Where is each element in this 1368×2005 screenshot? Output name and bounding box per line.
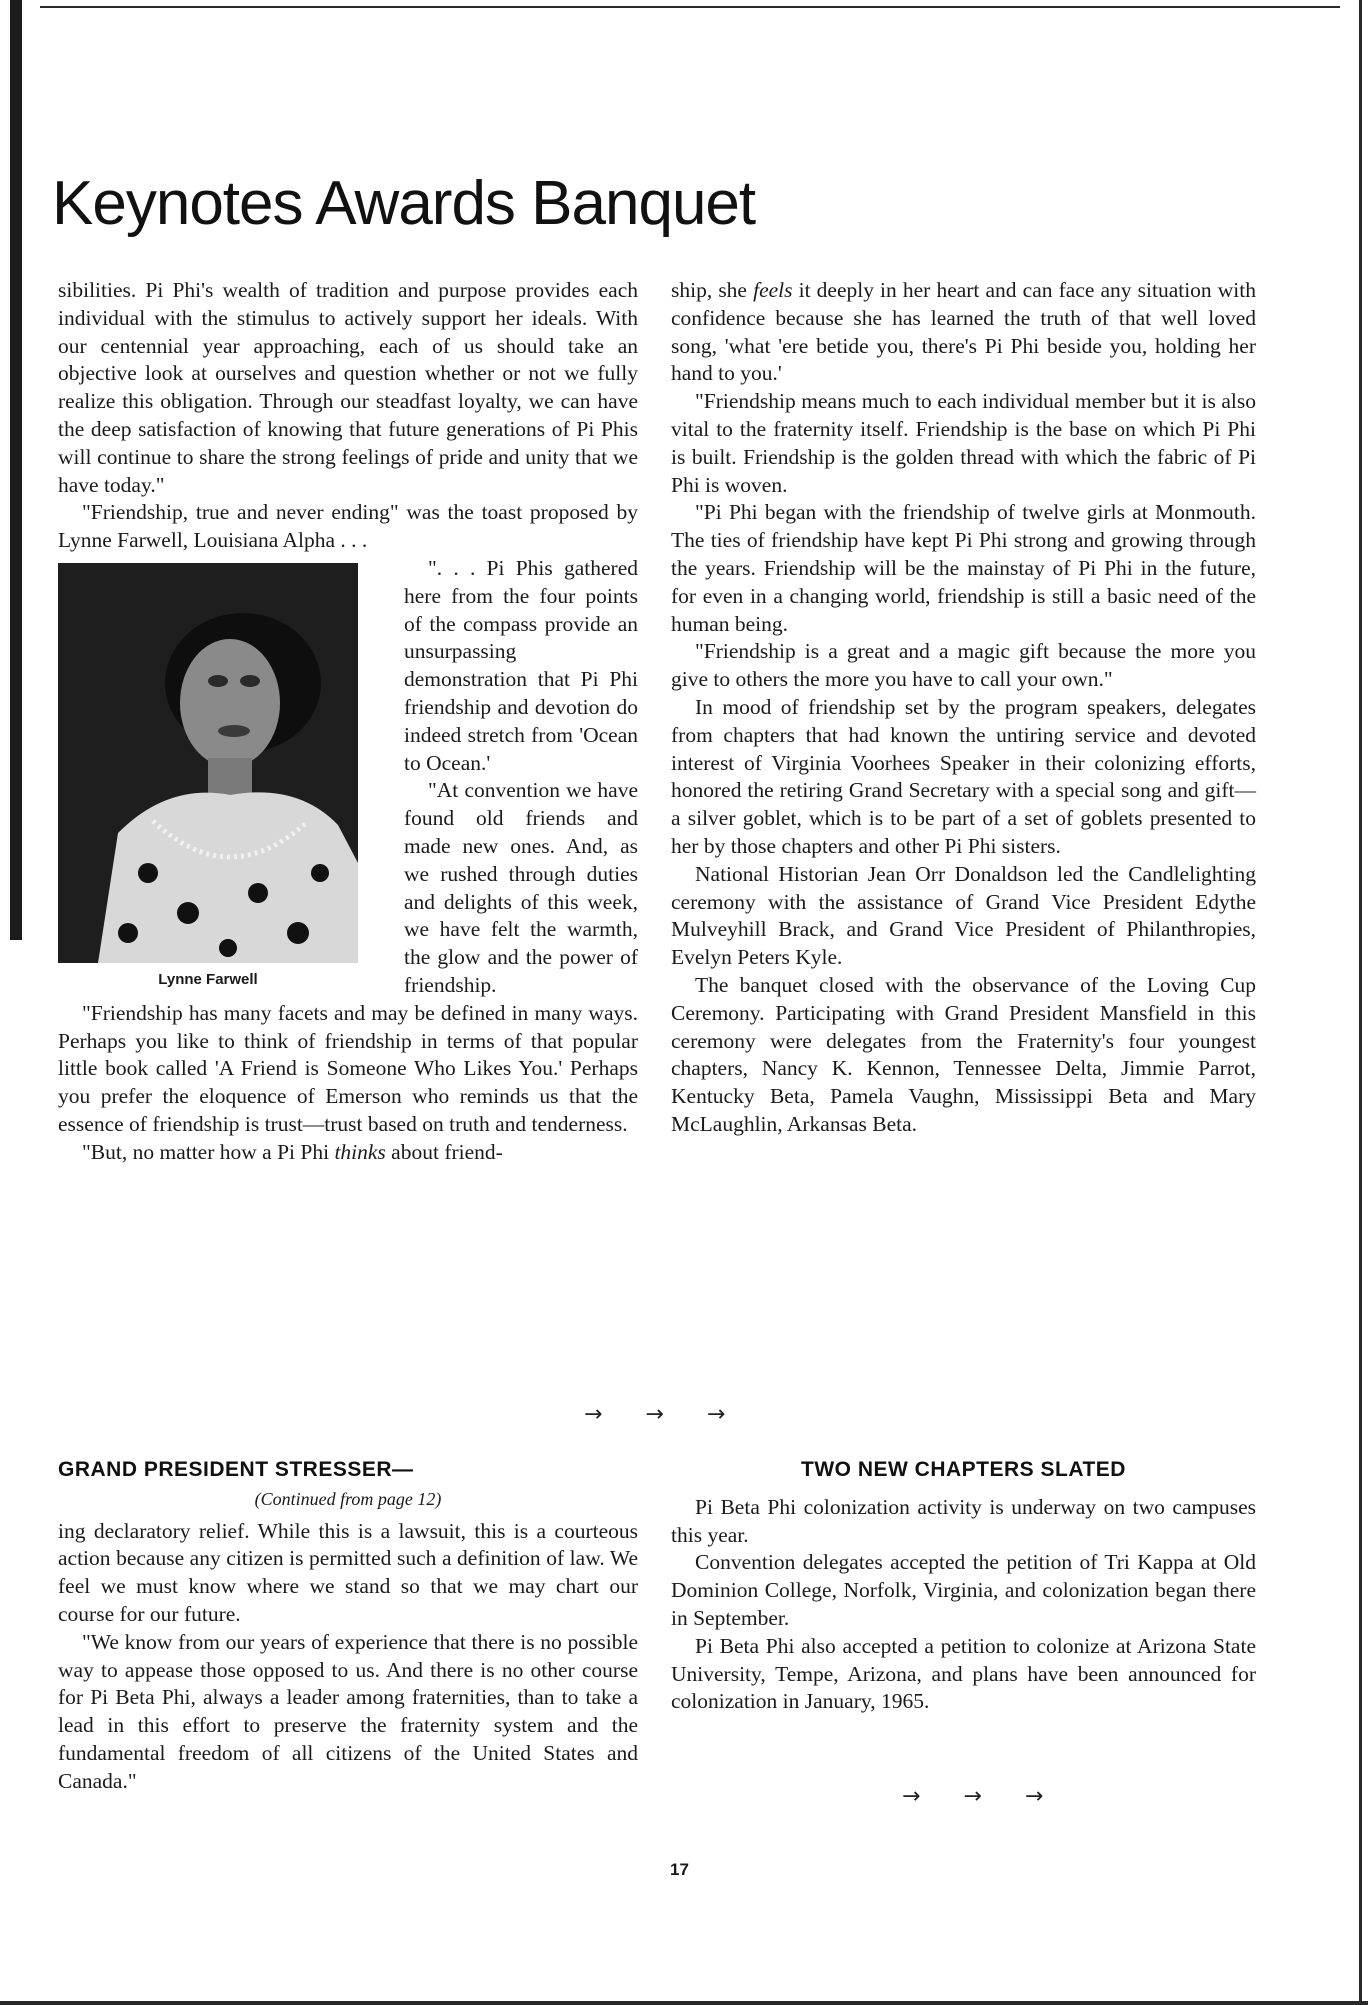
article-paragraph: "At convention we have found old friends and made new ones. And, as we rushed through duties and delights of this week, we have felt the warmth, the glow and the power of friendship.	[404, 778, 638, 997]
article-paragraph: "Friendship is a great and a magic gift because the more you give to others the more you have to call your own."	[671, 639, 1256, 692]
photo-caption: Lynne Farwell	[158, 970, 258, 988]
article-paragraph: "But, no matter how a Pi Phi thinks about friend-	[82, 1139, 503, 1164]
scan-border-bottom	[0, 2001, 1368, 2005]
page-title: Keynotes Awards Banquet	[52, 169, 756, 238]
section-heading: GRAND PRESIDENT STRESSER—	[58, 1458, 414, 1481]
article-paragraph: Pi Beta Phi colonization activity is underway on two campuses this year.	[671, 1494, 1256, 1547]
article-paragraph: Pi Beta Phi also accepted a petition to colonize at Arizona State University, Tempe, Arizona, and plans have been announced for colonization in January, 1965.	[671, 1633, 1256, 1714]
scan-binding-shadow	[10, 0, 22, 940]
article-paragraph: The banquet closed with the observance of the Loving Cup Ceremony. Participating with Grand President Mansfield in this ceremony were delegates from the Fraternity's four youngest chapters, Nancy K. Kennon, Tennessee Delta, Jimmie Parrot, Kentucky Beta, Pamela Vaughn, Mississippi Beta and Mary McLaughlin, Arkansas Beta.	[671, 972, 1256, 1136]
article-paragraph: In mood of friendship set by the program speakers, delegates from chapters that had known the untiring service and devoted interest of Virginia Voorhees Speaker in their colonizing efforts, honored the retiring Grand Secretary with a special song and gift—a silver goblet, which is to be part of a set of goblets presented to her by those chapters and other Pi Phi sisters.	[671, 694, 1256, 858]
section-divider: → → →	[584, 1402, 744, 1427]
article-paragraph: ing declaratory relief. While this is a lawsuit, this is a courteous action because any citizen is permitted such a definition of law. We feel we must know where we stand so that we may chart our course for our future.	[58, 1518, 638, 1626]
photo-figure	[58, 563, 384, 989]
two-chapters-article	[671, 1456, 1256, 1716]
portrait-photo	[58, 563, 358, 963]
article-paragraph: sibilities. Pi Phi's wealth of tradition and purpose provides each individual with the stimulus to actively support her ideals. With our centennial year approaching, each of us should take an objective look at ourselves and question whether or not we fully realize this obligation. Through our steadfast loyalty, we can have the deep satisfaction of knowing that future generations of Pi Phis will continue to share the strong feelings of pride and unity that we have today."	[58, 278, 638, 497]
scan-border-right	[1359, 0, 1362, 2005]
section-heading: TWO NEW CHAPTERS SLATED	[801, 1458, 1126, 1481]
page-number: 17	[670, 1860, 689, 1879]
article-paragraph: ship, she feels it deeply in her heart and can face any situation with confidence because she has learned the truth of that well loved song, 'what 'ere betide you, there's Pi Phi beside you, holding her hand to you.'	[671, 278, 1257, 386]
article-paragraph: "Friendship has many facets and may be defined in many ways. Perhaps you like to think of friendship in terms of that popular little book called 'A Friend is Someone Who Likes You.' Perhaps you prefer the eloquence of Emerson who reminds us that the essence of friendship is trust—trust based on truth and tenderness.	[58, 1000, 638, 1136]
article-column-left	[58, 277, 638, 1167]
portrait-image	[58, 563, 358, 963]
article-column-right	[671, 277, 1256, 1139]
article-paragraph: National Historian Jean Orr Donaldson led the Candlelighting ceremony with the assistance of Grand Vice President Edythe Mulveyhill Brack, and Grand Vice President of Philanthropies, Evelyn Peters Kyle.	[671, 861, 1256, 970]
article-paragraph: ". . . Pi Phis gathered here from the four points of the compass provide an unsurpassing demonstration that Pi Phi friendship and devotion do indeed stretch from 'Ocean to Ocean.'	[404, 555, 638, 775]
article-paragraph: "Friendship, true and never ending" was the toast proposed by Lynne Farwell, Louisiana Alpha . . .	[58, 500, 638, 553]
article-paragraph: Convention delegates accepted the petition of Tri Kappa at Old Dominion College, Norfolk, Virginia, and colonization began there in September.	[671, 1550, 1256, 1630]
scan-border-top	[40, 6, 1340, 8]
article-paragraph: "We know from our years of experience that there is no possible way to appease those opposed to us. And there is no other course for Pi Beta Phi, always a leader among fraternities, than to take a lead in this effort to preserve the fraternity system and the fundamental freedom of all citizens of the United States and Canada."	[58, 1629, 638, 1793]
article-paragraph: "Pi Phi began with the friendship of twelve girls at Monmouth. The ties of friendship have kept Pi Phi strong and growing through the years. Friendship will be the mainstay of Pi Phi in the future, for even in a changing world, friendship is still a basic need of the human being.	[671, 500, 1256, 636]
grand-president-article	[58, 1456, 638, 1796]
article-paragraph: "Friendship means much to each individual member but it is also vital to the fraternity itself. Friendship is the base on which Pi Phi is built. Friendship is the golden thread with which the fabric of Pi Phi is woven.	[671, 389, 1256, 497]
continued-note: (Continued from page 12)	[254, 1488, 442, 1509]
section-divider: → → →	[902, 1784, 1062, 1809]
